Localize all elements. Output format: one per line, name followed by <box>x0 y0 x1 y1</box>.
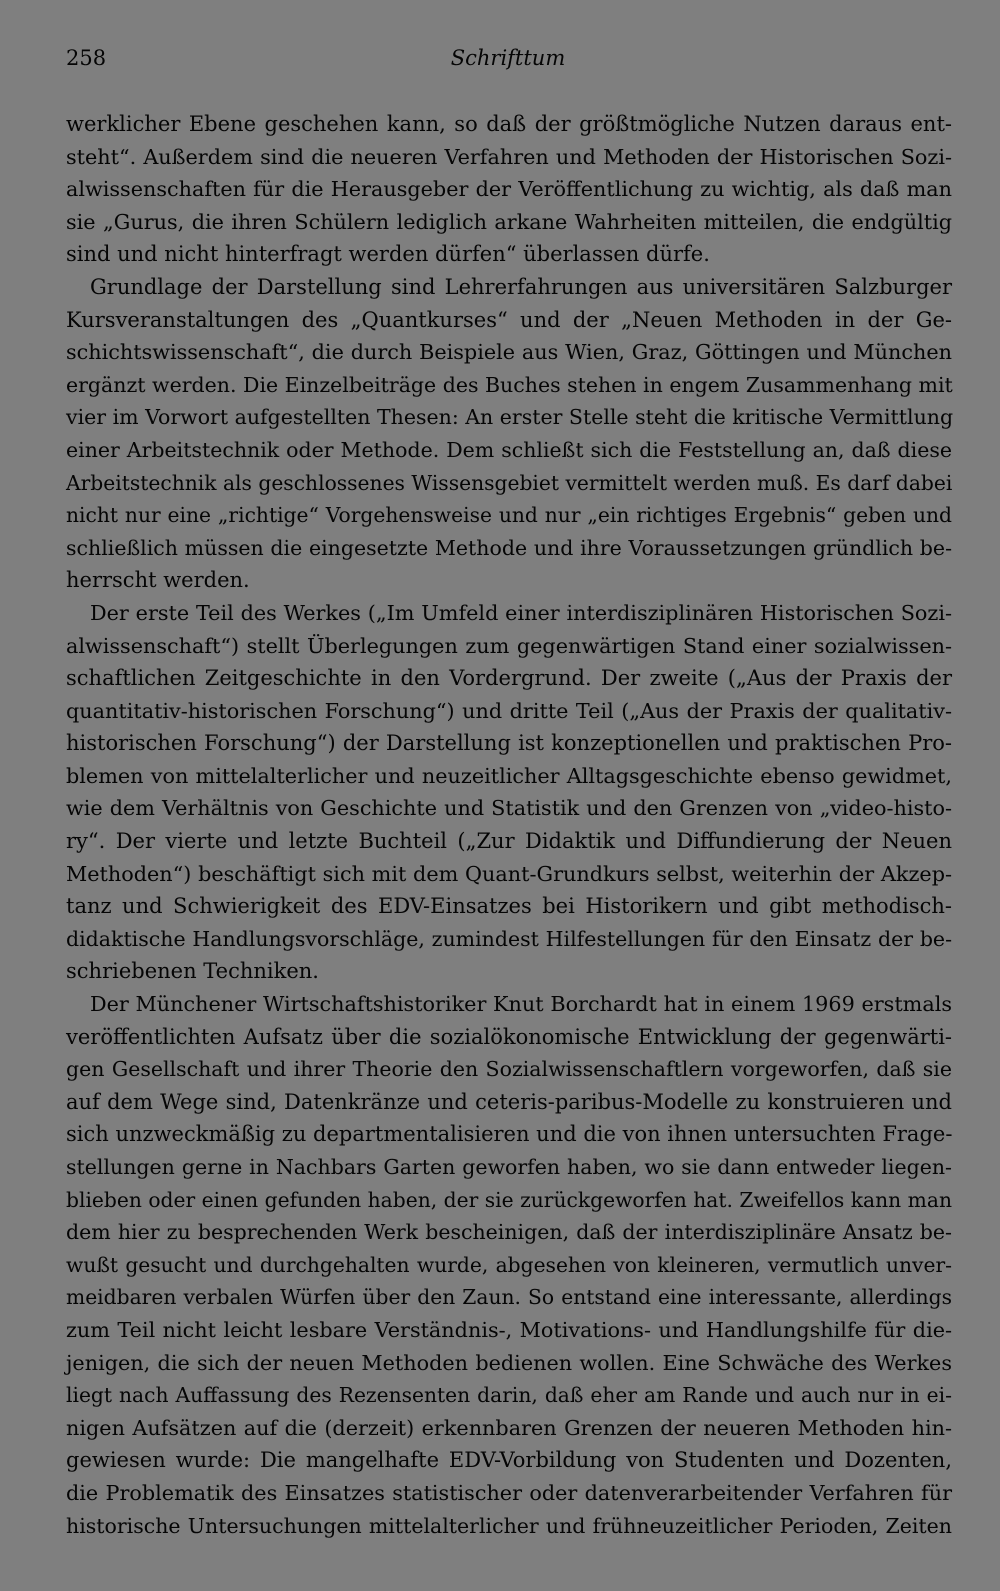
text-line: historische Untersuchungen mittelalterlicher und frühneuzeitlicher Perioden, Zeiten <box>66 1513 952 1538</box>
text-line: blemen von mittelalterlicher und neuzeitlicher Alltagsgeschichte ebenso gewidmet, <box>66 763 952 788</box>
text-line: nicht nur eine „richtige“ Vorgehensweise und nur „ein richtiges Ergebnis“ geben und <box>66 503 952 528</box>
text-line: auf dem Wege sind, Datenkränze und ceteris-paribus-Modelle zu konstruieren und <box>66 1089 952 1114</box>
text-line: sich unzweckmäßig zu departmentalisieren und die von ihnen untersuchten Frage- <box>66 1122 953 1147</box>
text-line: tanz und Schwierigkeit des EDV-Einsatzes bei Historikern und gibt methodisch- <box>66 894 952 919</box>
text-line: historischen Forschung“) der Darstellung ist konzeptionellen und praktischen Pro- <box>66 731 952 756</box>
text-line: schichtswissenschaft“, die durch Beispiele aus Wien, Graz, Göttingen und München <box>66 340 952 365</box>
page-number: 258 <box>66 46 107 70</box>
text-line: sie „Gurus, die ihren Schülern lediglich arkane Wahrheiten mitteilen, die endgültig <box>66 209 952 234</box>
text-line: werklicher Ebene geschehen kann, so daß der größtmögliche Nutzen daraus ent- <box>66 112 952 136</box>
text-line: alwissenschaften für die Herausgeber der Veröffentlichung zu wichtig, als daß man <box>66 177 952 202</box>
text-line: ry“. Der vierte und letzte Buchteil („Zur Didaktik und Diffundierung der Neuen <box>66 829 952 854</box>
body-text <box>66 108 952 1542</box>
text-line: schließlich müssen die eingesetzte Methode und ihre Voraussetzungen gründlich be- <box>66 535 952 560</box>
text-line: Der erste Teil des Werkes („Im Umfeld einer interdisziplinären Historischen Sozi- <box>90 600 952 625</box>
text-line: steht“. Außerdem sind die neueren Verfahren und Methoden der Historischen Sozi- <box>66 144 952 169</box>
page-header <box>66 46 950 78</box>
text-line: Der Münchener Wirtschaftshistoriker Knut Borchardt hat in einem 1969 erstmals <box>90 992 952 1017</box>
text-line: stellungen gerne in Nachbars Garten geworfen haben, wo sie dann entweder liegen- <box>66 1155 952 1179</box>
text-line: die Problematik des Einsatzes statistischer oder datenverarbeitender Verfahren für <box>66 1480 952 1505</box>
text-line: jenigen, die sich der neuen Methoden bedienen wollen. Eine Schwäche des Werkes <box>66 1350 952 1375</box>
text-line: nigen Aufsätzen auf die (derzeit) erkennbaren Grenzen der neueren Methoden hin- <box>66 1415 952 1440</box>
text-line: herrscht werden. <box>66 568 250 593</box>
running-title: Schrifttum <box>450 46 566 70</box>
text-line: quantitativ-historischen Forschung“) und dritte Teil („Aus der Praxis der qualitativ- <box>66 698 952 723</box>
text-line: alwissenschaft“) stellt Überlegungen zum gegenwärtigen Stand einer sozialwissen- <box>66 633 952 658</box>
text-line: einer Arbeitstechnik oder Methode. Dem schließt sich die Feststellung an, daß diese <box>66 437 952 462</box>
text-line: schriebenen Techniken. <box>66 959 319 984</box>
text-line: Arbeitstechnik als geschlossenes Wissensgebiet vermittelt werden muß. Es darf dabei <box>66 470 953 495</box>
text-line: wußt gesucht und durchgehalten wurde, abgesehen von kleineren, vermutlich unver- <box>66 1252 952 1277</box>
text-line: didaktische Handlungsvorschläge, zumindest Hilfestellungen für den Einsatz der be- <box>66 926 952 951</box>
text-line: veröffentlichten Aufsatz über die sozialökonomische Entwicklung der gegenwärti- <box>66 1024 952 1049</box>
text-line: zum Teil nicht leicht lesbare Verständnis-, Motivations- und Handlungshilfe für die- <box>66 1317 952 1342</box>
text-line: Kursveranstaltungen des „Quantkurses“ und der „Neuen Methoden in der Ge- <box>66 307 952 332</box>
text-line: gewiesen wurde: Die mangelhafte EDV-Vorbildung von Studenten und Dozenten, <box>66 1448 952 1473</box>
text-line: vier im Vorwort aufgestellten Thesen: An erster Stelle steht die kritische Vermittlung <box>66 405 954 430</box>
text-line: Grundlage der Darstellung sind Lehrerfahrungen aus universitären Salzburger <box>90 274 952 299</box>
text-line: wie dem Verhältnis von Geschichte und Statistik und den Grenzen von „video-histo- <box>66 796 952 821</box>
text-line: blieben oder einen gefunden haben, der sie zurückgeworfen hat. Zweifellos kann man <box>66 1187 952 1212</box>
text-line: Methoden“) beschäftigt sich mit dem Quant-Grundkurs selbst, weiterhin der Akzep- <box>66 861 952 886</box>
text-line: schaftlichen Zeitgeschichte in den Vordergrund. Der zweite („Aus der Praxis der <box>66 666 952 691</box>
text-line: dem hier zu besprechenden Werk bescheinigen, daß der interdisziplinäre Ansatz be- <box>66 1220 952 1245</box>
text-line: ergänzt werden. Die Einzelbeiträge des Buches stehen in engem Zusammenhang mit <box>66 372 953 397</box>
text-line: liegt nach Auffassung des Rezensenten darin, daß eher am Rande und auch nur in ei- <box>66 1383 952 1408</box>
text-line: meidbaren verbalen Würfen über den Zaun. So entstand eine interessante, allerdings <box>66 1285 952 1310</box>
text-line: sind und nicht hinterfragt werden dürfen“ überlassen dürfe. <box>66 242 710 267</box>
text-line: gen Gesellschaft und ihrer Theorie den Sozialwissenschaftlern vorgeworfen, daß sie <box>66 1057 952 1082</box>
